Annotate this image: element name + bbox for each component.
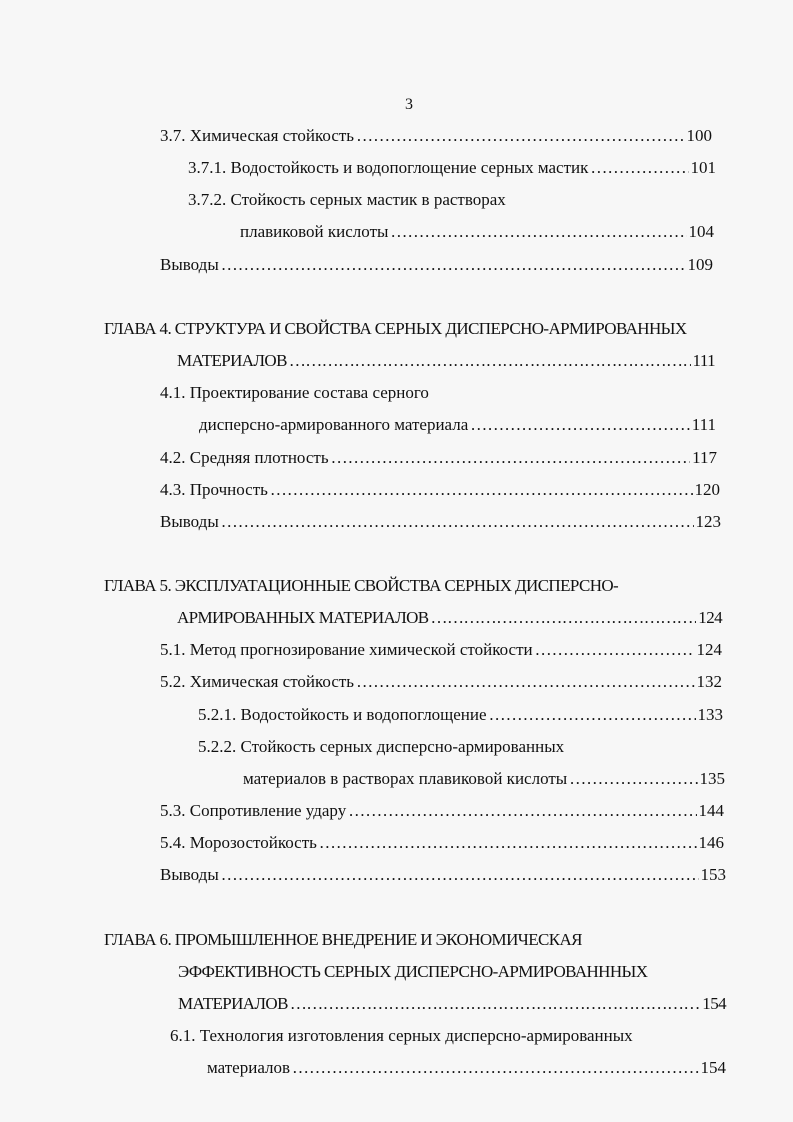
toc-entry-4-3[interactable] [160, 479, 720, 501]
toc-entry-page: 124 [696, 640, 722, 659]
toc-entry-5-2-2[interactable] [243, 768, 725, 790]
toc-entry-text: дисперсно-армированного материала [199, 415, 469, 434]
toc-entry-page: 135 [699, 769, 725, 788]
toc-entry-page: 104 [688, 222, 714, 241]
toc-leader [221, 864, 699, 886]
toc-entry-page: 109 [687, 255, 713, 274]
toc-entry-5-4[interactable] [160, 832, 724, 854]
toc-entry-page: 144 [698, 801, 724, 820]
toc-entry-page: 123 [695, 512, 721, 531]
toc-entry-page: 101 [690, 158, 716, 177]
toc-leader [221, 254, 686, 276]
toc-entry-5-2[interactable] [160, 671, 722, 693]
toc-entry-5-2-1[interactable] [198, 704, 723, 726]
toc-entry-page: 146 [698, 833, 724, 852]
toc-entry-conclusions-3[interactable] [160, 254, 713, 276]
toc-entry-page: 117 [692, 448, 717, 467]
toc-entry-5-2-2-line1[interactable]: 5.2.2. Стойкость серных дисперсно-армированных [198, 737, 565, 756]
toc-entry-4-1-line1[interactable]: 4.1. Проектирование состава серного [160, 383, 429, 402]
toc-leader [289, 350, 691, 372]
toc-leader [221, 511, 694, 533]
page-number: 3 [405, 96, 413, 113]
toc-entry-page: 100 [686, 126, 712, 145]
toc-entry-3-7[interactable] [160, 125, 712, 147]
toc-leader [431, 607, 697, 629]
toc-chapter-4-title[interactable]: ГЛАВА 4. СТРУКТУРА И СВОЙСТВА СЕРНЫХ ДИСПЕРСНО-АРМИРОВАННЫХ [104, 319, 687, 338]
toc-entry-4-2[interactable] [160, 447, 717, 469]
toc-entry-page: 154 [702, 994, 726, 1013]
toc-entry-page: 153 [700, 865, 726, 884]
toc-entry-text: 5.2.1. Водостойкость и водопоглощение [198, 705, 487, 724]
toc-leader [535, 639, 695, 661]
toc-entry-6-1[interactable] [207, 1057, 726, 1079]
toc-leader [569, 768, 697, 790]
toc-entry-text: 4.2. Средняя плотность [160, 448, 329, 467]
toc-entry-page: 111 [692, 351, 715, 370]
toc-entry-text: 5.2. Химическая стойкость [160, 672, 355, 691]
toc-entry-text: 5.4. Морозостойкость [160, 833, 317, 852]
toc-leader [356, 671, 694, 693]
toc-entry-text: АРМИРОВАННЫХ МАТЕРИАЛОВ [177, 608, 429, 627]
toc-entry-text: плавиковой кислоты [240, 222, 389, 241]
toc-entry-text: Выводы [160, 512, 219, 531]
toc-leader [590, 157, 688, 179]
toc-entry-text: 3.7.1. Водостойкость и водопоглощение серных мастик [188, 158, 589, 177]
toc-chapter-6-title-line2[interactable]: ЭФФЕКТИВНОСТЬ СЕРНЫХ ДИСПЕРСНО-АРМИРОВАНННЫХ [178, 962, 648, 981]
toc-entry-page: 111 [691, 415, 716, 434]
toc-entry-text: МАТЕРИАЛОВ [177, 351, 287, 370]
toc-entry-3-7-1[interactable] [188, 157, 716, 179]
toc-entry-page: 124 [698, 608, 722, 627]
toc-entry-text: 4.3. Прочность [160, 480, 268, 499]
toc-entry-conclusions-4[interactable] [160, 511, 721, 533]
toc-leader [489, 704, 696, 726]
toc-leader [319, 832, 697, 854]
toc-entry-text: материалов [207, 1058, 291, 1077]
toc-entry-page: 133 [697, 705, 723, 724]
toc-entry-text: 5.1. Метод прогнозирование химической стойкости [160, 640, 533, 659]
toc-entry-5-3[interactable] [160, 800, 724, 822]
toc-leader [390, 221, 686, 243]
toc-leader [290, 993, 700, 1015]
toc-chapter-5-title[interactable]: ГЛАВА 5. ЭКСПЛУАТАЦИОННЫЕ СВОЙСТВА СЕРНЫХ ДИСПЕРСНО- [104, 576, 619, 595]
toc-entry-text: МАТЕРИАЛОВ [178, 994, 288, 1013]
toc-entry-text: Выводы [160, 865, 219, 884]
toc-entry-3-7-2-line1[interactable]: 3.7.2. Стойкость серных мастик в растворах [188, 190, 506, 209]
toc-entry-5-1[interactable] [160, 639, 722, 661]
toc-leader [470, 414, 689, 436]
toc-entry-text: 3.7. Химическая стойкость [160, 126, 355, 145]
toc-entry-4-1[interactable] [199, 414, 716, 436]
toc-leader [348, 800, 696, 822]
toc-leader [270, 479, 693, 501]
toc-entry-page: 154 [700, 1058, 726, 1077]
toc-entry-3-7-2[interactable] [240, 221, 714, 243]
toc-chapter-4[interactable] [177, 350, 715, 372]
toc-leader [331, 447, 691, 469]
toc-entry-text: 5.3. Сопротивление удару [160, 801, 347, 820]
toc-entry-page: 120 [694, 480, 720, 499]
toc-chapter-6[interactable] [178, 993, 726, 1015]
toc-chapter-6-title-line1[interactable]: ГЛАВА 6. ПРОМЫШЛЕННОЕ ВНЕДРЕНИЕ И ЭКОНОМИЧЕСКАЯ [104, 930, 582, 949]
toc-leader [356, 125, 684, 147]
toc-entry-conclusions-5[interactable] [160, 864, 726, 886]
toc-entry-text: Выводы [160, 255, 219, 274]
toc-leader [292, 1057, 698, 1079]
toc-chapter-5[interactable] [177, 607, 722, 629]
toc-entry-6-1-line1[interactable]: 6.1. Технология изготовления серных дисперсно-армированных [170, 1026, 633, 1045]
toc-entry-text: материалов в растворах плавиковой кислоты [243, 769, 568, 788]
toc-entry-page: 132 [696, 672, 722, 691]
